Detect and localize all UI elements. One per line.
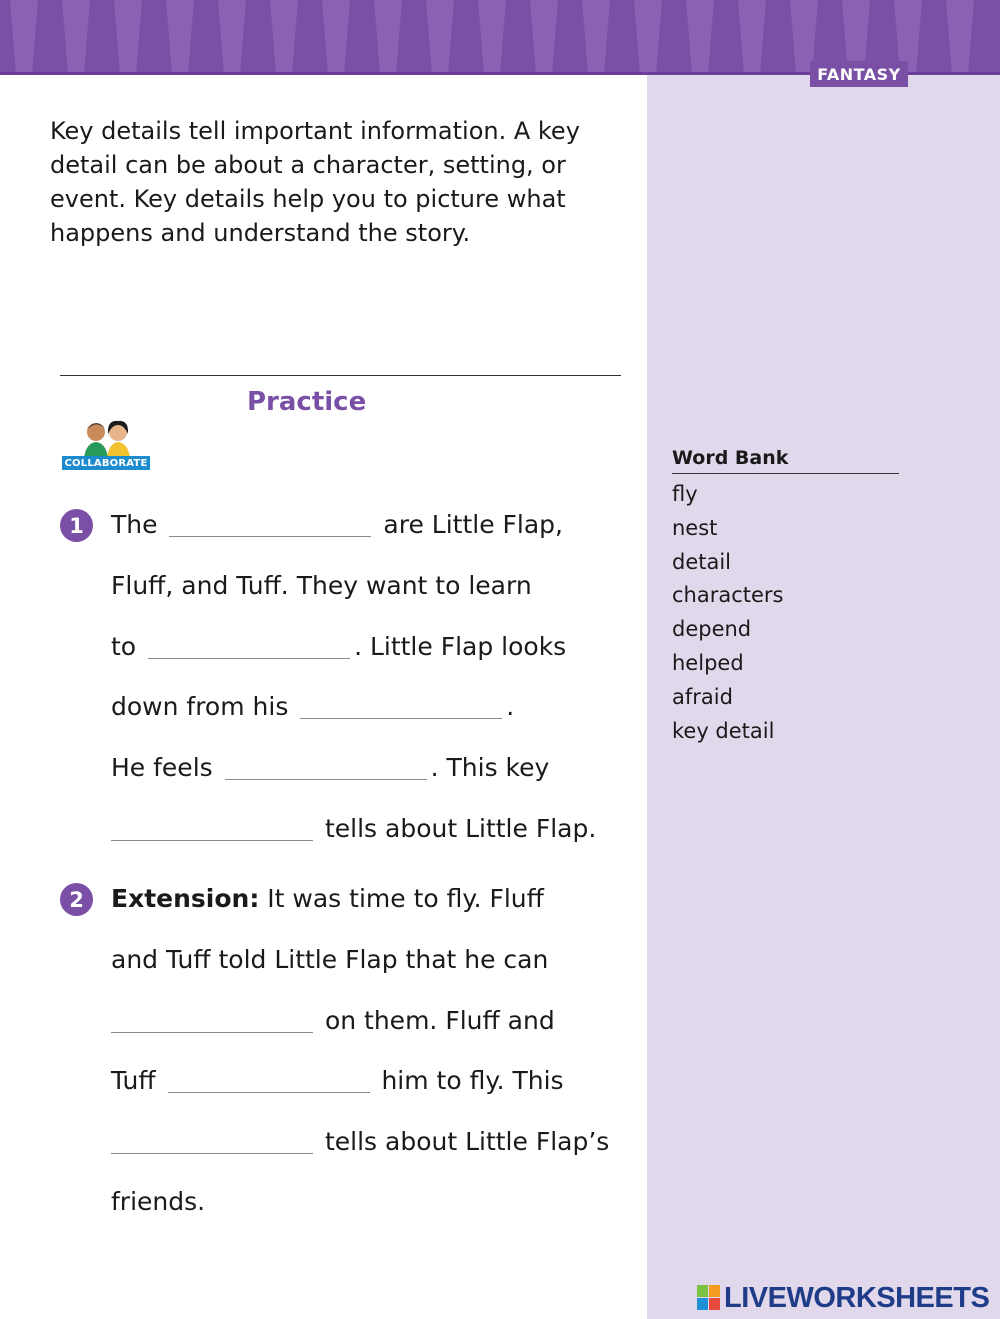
intro-text: Key details tell important information. A key detail can be about a character, setting, or event. Key details help you to picture what happens and understand the story. [50,117,580,247]
word-bank-list [672,478,784,748]
q1-text: . This key [430,753,550,782]
q1-text: down from his [111,692,289,721]
q1-text: tells about Little Flap. [324,814,597,843]
answer-blank-3[interactable] [300,717,502,719]
q1-text: Fluff, and Tuff. They want to learn [111,571,532,600]
q1-line-1 [111,508,563,542]
word-bank-item: key detail [672,718,775,743]
q1-text: He feels [111,753,213,782]
q2-text: on them. Fluff and [324,1006,555,1035]
answer-blank-4[interactable] [225,778,427,780]
q1-line-5 [111,751,549,785]
answer-blank-5[interactable] [111,839,313,841]
answer-blank-7[interactable] [168,1091,370,1093]
answer-blank-8[interactable] [111,1152,313,1154]
q1-text: . Little Flap looks [354,632,567,661]
q2-line-1 [111,882,544,916]
collaborate-label: COLLABORATE [62,456,150,470]
q2-line-2 [111,943,548,977]
q2-line-3 [111,1004,555,1038]
answer-blank-6[interactable] [111,1031,313,1033]
q1-line-2 [111,569,532,603]
word-bank-item: depend [672,617,752,642]
q1-text: to [111,632,137,661]
q1-line-6 [111,812,596,846]
question-2-badge: 2 [60,883,93,916]
q2-text: him to fly. This [381,1066,564,1095]
q2-text: and Tuff told Little Flap that he can [111,945,549,974]
q2-text: friends. [111,1187,206,1216]
word-bank-item: helped [672,650,744,675]
q2-line-4 [111,1064,564,1098]
q2-text: Tuff [111,1066,156,1095]
answer-blank-1[interactable] [169,535,371,537]
logo-cube-icon [697,1285,721,1311]
section-divider [60,375,621,376]
question-1-badge: 1 [60,509,93,542]
collaborate-icon [62,418,150,470]
q2-text: It was time to fly. Fluff [267,884,544,913]
q2-text: tells about Little Flap’s [324,1127,610,1156]
word-bank-item: afraid [672,684,733,709]
liveworksheets-logo[interactable] [697,1281,989,1315]
q1-line-4 [111,690,514,724]
q2-line-5 [111,1125,609,1159]
q1-text: are Little Flap, [383,510,563,539]
logo-text: LIVEWORKSHEETS [724,1281,990,1314]
genre-tag: FANTASY [810,61,908,87]
word-bank-title: Word Bank [672,447,899,474]
word-bank-item: fly [672,482,698,506]
q2-line-6 [111,1185,205,1219]
word-bank-item: detail [672,549,732,574]
word-bank-item: nest [672,515,718,540]
q1-text: The [111,510,158,539]
q1-text: . [506,692,515,721]
word-bank-item: characters [672,583,784,608]
practice-title: Practice [247,387,367,417]
q1-line-3 [111,630,566,664]
answer-blank-2[interactable] [148,657,350,659]
extension-label: Extension: [111,884,260,913]
